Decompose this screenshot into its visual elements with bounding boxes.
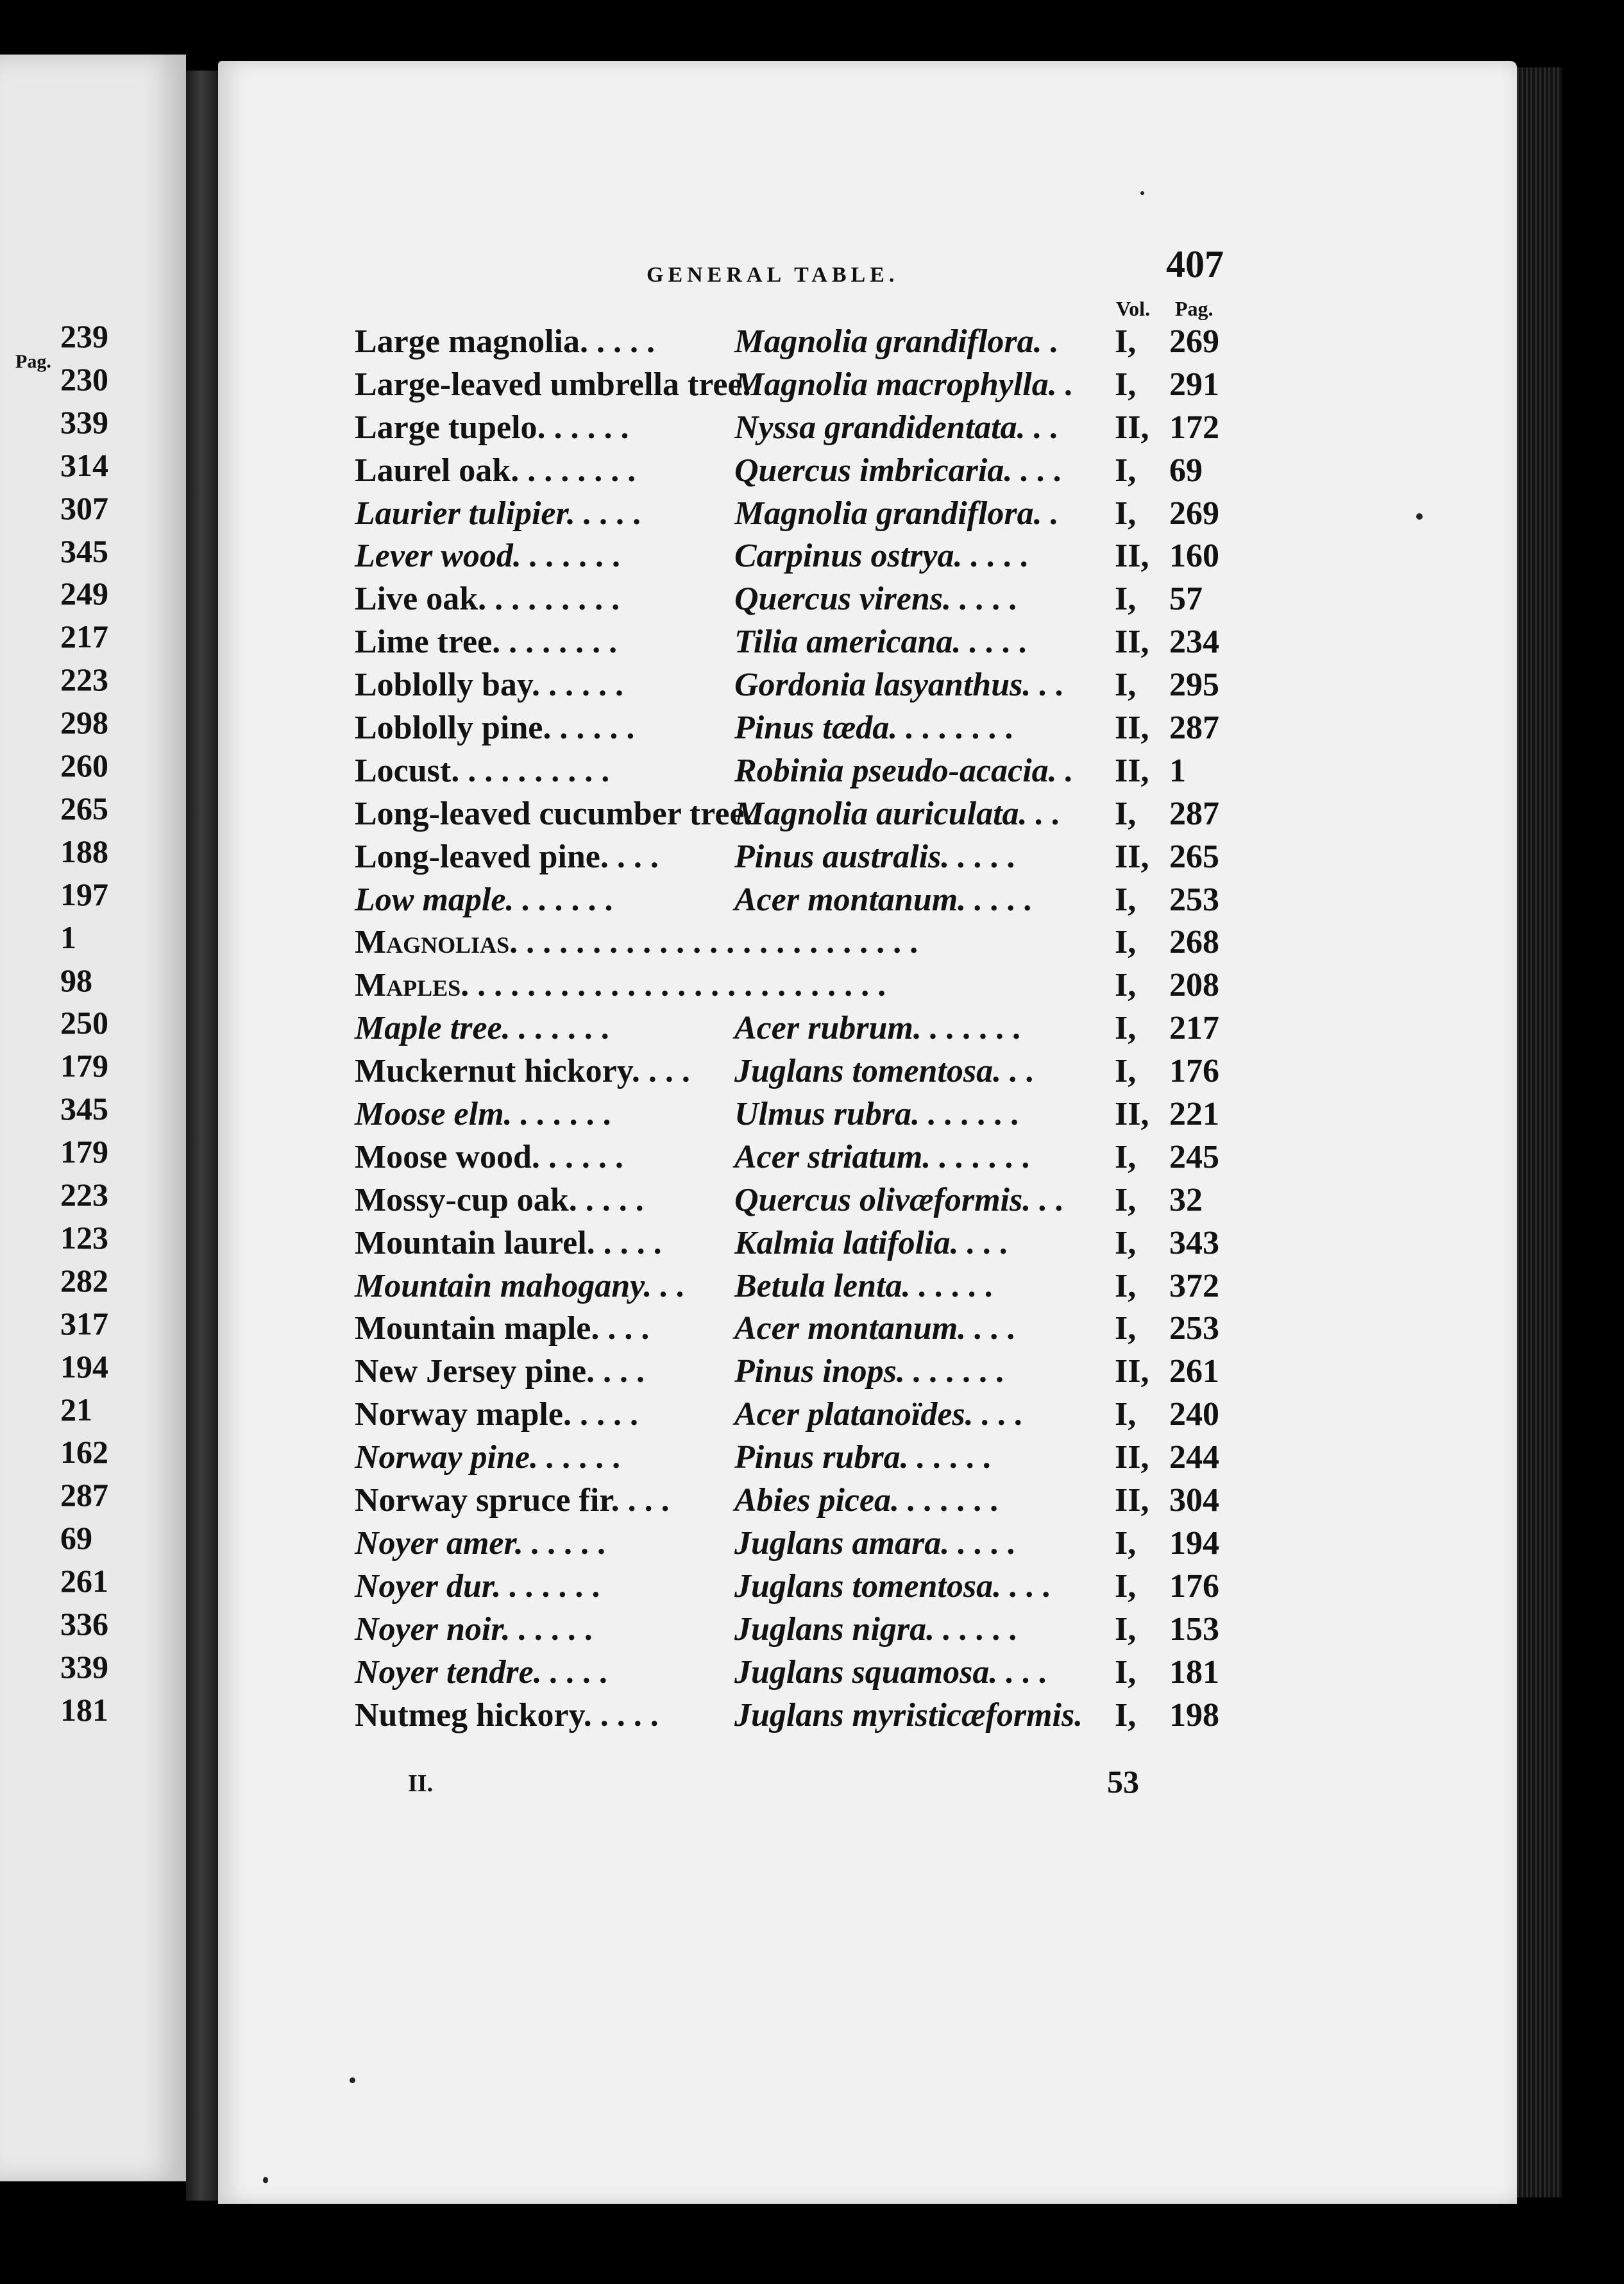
facing-page-number: 249 [60, 575, 108, 612]
latin-name: Magnolia auriculata. . . [734, 795, 1061, 832]
index-entry [355, 450, 1265, 493]
page-reference: 295 [1169, 667, 1219, 704]
index-entry [355, 707, 1265, 750]
common-name: Norway pine. . . . . . [355, 1439, 622, 1476]
index-entry [355, 1651, 1265, 1694]
page-reference: 245 [1169, 1138, 1219, 1175]
index-entry [355, 1565, 1265, 1608]
facing-page-number: 179 [60, 1048, 108, 1084]
facing-page-number: 265 [60, 790, 108, 826]
facing-page-number: 162 [60, 1434, 108, 1470]
page-reference: 221 [1169, 1096, 1219, 1133]
common-name: Mountain maple. . . . [355, 1310, 650, 1347]
latin-name: Nyssa grandidentata. . . [734, 409, 1059, 446]
latin-name: Pinus australis. . . . . [734, 838, 1017, 875]
index-entry [355, 836, 1265, 879]
latin-name: Ulmus rubra. . . . . . . [734, 1096, 1020, 1133]
page-reference: 57 [1169, 581, 1203, 618]
facing-page-number: 230 [60, 361, 108, 397]
common-name: Loblolly bay. . . . . . [355, 667, 623, 704]
page-reference: 1 [1169, 752, 1186, 789]
page-reference: 265 [1169, 838, 1219, 875]
facing-page-fragment [0, 55, 186, 2181]
volume-number: I, [1115, 1524, 1137, 1562]
facing-page-number: 194 [60, 1348, 108, 1385]
page-reference: 194 [1169, 1524, 1219, 1562]
common-name: Locust. . . . . . . . . . [355, 752, 610, 789]
volume-number: II, [1115, 409, 1149, 446]
signature-number: 53 [1107, 1764, 1139, 1800]
common-name: Lever wood. . . . . . . [355, 538, 622, 575]
facing-page-number: 339 [60, 404, 108, 440]
volume-number: I, [1115, 495, 1137, 532]
common-name: Norway maple. . . . . [355, 1396, 638, 1433]
page-reference: 304 [1169, 1482, 1219, 1519]
index-entry [355, 364, 1265, 407]
index-entry [355, 1694, 1265, 1737]
volume-number: I, [1115, 1224, 1137, 1261]
volume-number: II, [1115, 1482, 1149, 1519]
page-number: 407 [1166, 243, 1224, 286]
common-name: Noyer tendre. . . . . [355, 1653, 609, 1691]
index-entry [355, 1050, 1265, 1093]
common-name: Lime tree. . . . . . . . [355, 624, 618, 661]
facing-page-number: 261 [60, 1563, 108, 1599]
volume-number: II, [1115, 752, 1149, 789]
page-reference: 69 [1169, 452, 1203, 489]
facing-page-number: 307 [60, 490, 108, 526]
index-entry [355, 1265, 1265, 1308]
index-entry [355, 964, 1265, 1007]
page-reference: 372 [1169, 1267, 1219, 1304]
page-reference: 234 [1169, 624, 1219, 661]
running-head: GENERAL TABLE. [647, 263, 899, 287]
volume-number: I, [1115, 1567, 1137, 1605]
facing-page-number: 217 [60, 618, 108, 655]
latin-name: Betula lenta. . . . . . [734, 1267, 994, 1304]
index-entry [355, 1007, 1265, 1050]
index-entry [355, 493, 1265, 536]
signature-mark: II. [408, 1770, 434, 1797]
volume-number: I, [1115, 581, 1137, 618]
common-name: Nutmeg hickory. . . . . [355, 1696, 659, 1734]
latin-name: Pinus inops. . . . . . . [734, 1353, 1005, 1390]
page-reference: 176 [1169, 1053, 1219, 1090]
volume-number: II, [1115, 1439, 1149, 1476]
volume-number: I, [1115, 1138, 1137, 1175]
volume-number: I, [1115, 1396, 1137, 1433]
latin-name: Magnolia grandiflora. . [734, 495, 1059, 532]
page-edges [1517, 67, 1562, 2197]
common-name: Live oak. . . . . . . . . [355, 581, 620, 618]
latin-name: Carpinus ostrya. . . . . [734, 538, 1029, 575]
common-name: Laurel oak. . . . . . . . [355, 452, 636, 489]
index-entry [355, 1436, 1265, 1479]
facing-page-number: 345 [60, 533, 108, 569]
common-name: Muckernut hickory. . . . [355, 1053, 690, 1090]
page-reference: 261 [1169, 1353, 1219, 1390]
facing-page-number: 98 [60, 962, 92, 998]
facing-page-number: 239 [60, 318, 108, 354]
index-entry [355, 578, 1265, 621]
common-name: Laurier tulipier. . . . . [355, 495, 642, 532]
common-name: Moose elm. . . . . . . [355, 1096, 613, 1133]
common-name: Long-leaved cucumber tree. [355, 795, 753, 832]
page-reference: 32 [1169, 1181, 1203, 1218]
index-entry [355, 750, 1265, 793]
index-entry [355, 1479, 1265, 1522]
volume-number: I, [1115, 924, 1137, 961]
latin-name: Quercus imbricaria. . . . [734, 452, 1063, 489]
latin-name: Magnolia grandiflora. . [734, 323, 1059, 360]
facing-page-number: 287 [60, 1477, 108, 1513]
volume-number: II, [1115, 1353, 1149, 1390]
common-name: Long-leaved pine. . . . [355, 838, 659, 875]
latin-name: Abies picea. . . . . . . [734, 1482, 1000, 1519]
facing-page-number: 260 [60, 747, 108, 783]
latin-name: Pinus rubra. . . . . . [734, 1439, 992, 1476]
facing-page-number: 223 [60, 1177, 108, 1213]
common-name: Noyer dur. . . . . . . [355, 1567, 602, 1605]
facing-page-number: 336 [60, 1606, 108, 1642]
common-name: Moose wood. . . . . . [355, 1138, 623, 1175]
common-name: Low maple. . . . . . . [355, 881, 614, 918]
ink-speck [350, 2077, 355, 2083]
latin-name: Juglans tomentosa. . . [734, 1053, 1035, 1090]
facing-page-number: 69 [60, 1520, 92, 1556]
common-name: Magnolias. . . . . . . . . . . . . . . . . . . . . . . . . [355, 924, 918, 961]
index-entry [355, 1308, 1265, 1351]
volume-number: II, [1115, 1096, 1149, 1133]
latin-name: Acer montanum. . . . . [734, 881, 1033, 918]
index-entry [355, 879, 1265, 922]
facing-page-number: 181 [60, 1691, 108, 1728]
page-reference: 160 [1169, 538, 1219, 575]
facing-page-number: 250 [60, 1005, 108, 1041]
common-name: Mossy-cup oak. . . . . [355, 1181, 644, 1218]
volume-number: I, [1115, 452, 1137, 489]
latin-name: Kalmia latifolia. . . . [734, 1224, 1009, 1261]
latin-name: Magnolia macrophylla. . [734, 366, 1074, 403]
page-reference: 253 [1169, 1310, 1219, 1347]
volume-column-header: Vol. [1116, 297, 1151, 320]
page-reference: 176 [1169, 1567, 1219, 1605]
ink-speck [1140, 191, 1144, 195]
latin-name: Quercus olivæformis. . . [734, 1181, 1065, 1218]
index-entry [355, 1393, 1265, 1436]
page-reference: 198 [1169, 1696, 1219, 1734]
volume-number: I, [1115, 795, 1137, 832]
index-entry [355, 321, 1265, 364]
page-reference: 208 [1169, 967, 1219, 1004]
page-reference: 287 [1169, 795, 1219, 832]
facing-page-number: 188 [60, 833, 108, 869]
common-name: Maple tree. . . . . . . [355, 1010, 611, 1047]
latin-name: Juglans squamosa. . . . [734, 1653, 1048, 1691]
page-reference: 181 [1169, 1653, 1219, 1691]
facing-page-number: 314 [60, 447, 108, 483]
common-name: Large-leaved umbrella tree. [355, 366, 751, 403]
common-name: Mountain mahogany. . . [355, 1267, 686, 1304]
page-reference: 253 [1169, 881, 1219, 918]
volume-number: I, [1115, 967, 1137, 1004]
volume-number: I, [1115, 1696, 1137, 1734]
common-name: Loblolly pine. . . . . . [355, 710, 635, 747]
facing-page-number: 317 [60, 1305, 108, 1342]
index-entry [355, 664, 1265, 707]
facing-page-number: 1 [60, 919, 76, 955]
volume-number: I, [1115, 1181, 1137, 1218]
latin-name: Juglans myristicæformis. [734, 1696, 1083, 1734]
volume-number: I, [1115, 1010, 1137, 1047]
ink-speck [263, 2177, 268, 2183]
page-reference: 291 [1169, 366, 1219, 403]
page-column-header: Pag. [1175, 297, 1214, 320]
index-entry [355, 1222, 1265, 1265]
latin-name: Juglans amara. . . . . [734, 1524, 1017, 1562]
latin-name: Juglans tomentosa. . . . [734, 1567, 1052, 1605]
latin-name: Acer platanoïdes. . . . [734, 1396, 1024, 1433]
volume-number: II, [1115, 710, 1149, 747]
page-reference: 343 [1169, 1224, 1219, 1261]
volume-number: I, [1115, 1267, 1137, 1304]
volume-number: I, [1115, 667, 1137, 704]
volume-number: I, [1115, 366, 1137, 403]
volume-number: I, [1115, 1653, 1137, 1691]
page-reference: 287 [1169, 710, 1219, 747]
common-name: Noyer amer. . . . . . [355, 1524, 607, 1562]
latin-name: Acer striatum. . . . . . . [734, 1138, 1031, 1175]
common-name: Mountain laurel. . . . . [355, 1224, 662, 1261]
page-reference: 172 [1169, 409, 1219, 446]
latin-name: Quercus virens. . . . . [734, 581, 1019, 618]
common-name: Large magnolia. . . . . [355, 323, 655, 360]
index-entry [355, 793, 1265, 836]
latin-name: Pinus tæda. . . . . . . . [734, 710, 1015, 747]
common-name: Maples. . . . . . . . . . . . . . . . . . . . . . . . . . [355, 967, 886, 1004]
volume-number: I, [1115, 323, 1137, 360]
index-entry [355, 407, 1265, 450]
index-entry [355, 621, 1265, 664]
index-entry [355, 1608, 1265, 1651]
volume-number: I, [1115, 1053, 1137, 1090]
latin-name: Tilia americana. . . . . [734, 624, 1028, 661]
latin-name: Gordonia lasyanthus. . . [734, 667, 1065, 704]
volume-number: I, [1115, 1610, 1137, 1648]
facing-page-number: 345 [60, 1091, 108, 1127]
volume-number: I, [1115, 1310, 1137, 1347]
page-reference: 269 [1169, 323, 1219, 360]
index-entry [355, 1093, 1265, 1136]
facing-page-number: 339 [60, 1648, 108, 1685]
facing-page-number: 223 [60, 661, 108, 698]
index-entry [355, 535, 1265, 578]
volume-number: II, [1115, 538, 1149, 575]
common-name: Noyer noir. . . . . . [355, 1610, 594, 1648]
page-reference: 244 [1169, 1439, 1219, 1476]
page-reference: 153 [1169, 1610, 1219, 1648]
volume-number: II, [1115, 624, 1149, 661]
volume-number: I, [1115, 881, 1137, 918]
facing-page-number: 21 [60, 1391, 92, 1427]
index-entry [355, 1351, 1265, 1393]
facing-page-column-header: Pag. [15, 351, 51, 372]
page-reference: 240 [1169, 1396, 1219, 1433]
common-name: Norway spruce fir. . . . [355, 1482, 670, 1519]
index-entry [355, 1179, 1265, 1222]
facing-page-number: 123 [60, 1219, 108, 1256]
facing-page-number: 179 [60, 1134, 108, 1170]
volume-number: II, [1115, 838, 1149, 875]
page-reference: 217 [1169, 1010, 1219, 1047]
latin-name: Robinia pseudo-acacia. . [734, 752, 1074, 789]
common-name: New Jersey pine. . . . [355, 1353, 645, 1390]
index-entry [355, 921, 1265, 964]
latin-name: Acer rubrum. . . . . . . [734, 1010, 1022, 1047]
index-table [355, 321, 1265, 1737]
index-entry [355, 1522, 1265, 1565]
index-entry [355, 1136, 1265, 1179]
ink-speck [1416, 513, 1423, 520]
facing-page-number: 298 [60, 704, 108, 741]
page-reference: 269 [1169, 495, 1219, 532]
facing-page-number: 197 [60, 876, 108, 912]
common-name: Large tupelo. . . . . . [355, 409, 629, 446]
facing-page-number: 282 [60, 1262, 108, 1299]
page-reference: 268 [1169, 924, 1219, 961]
latin-name: Acer montanum. . . . [734, 1310, 1017, 1347]
latin-name: Juglans nigra. . . . . . [734, 1610, 1019, 1648]
